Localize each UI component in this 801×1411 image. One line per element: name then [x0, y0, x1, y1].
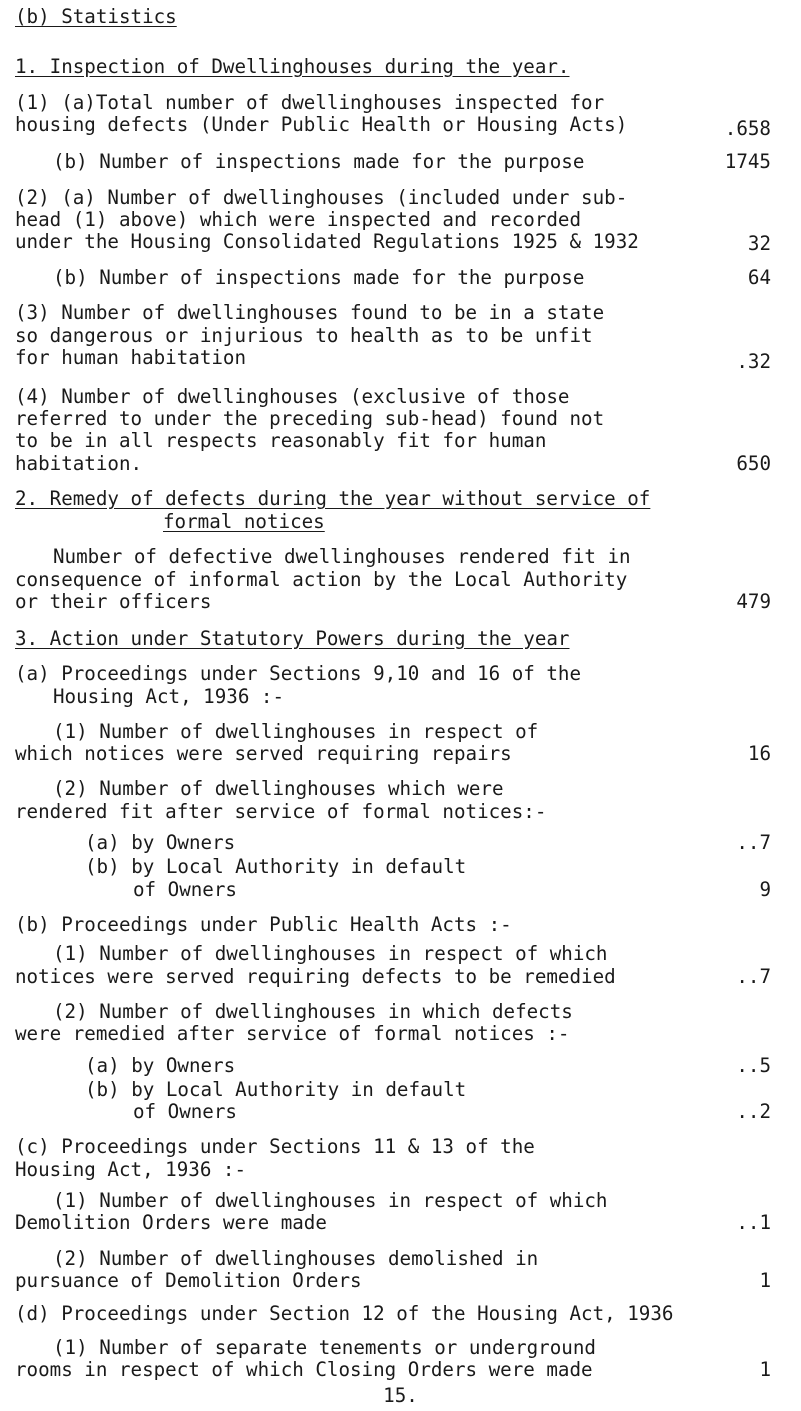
s1-i4-line1: (4) Number of dwellinghouses (exclusive of those — [15, 385, 570, 408]
s3-a2-line1: (2) Number of dwellinghouses which were — [53, 777, 504, 800]
s3-a2b-line1: (b) by Local Authority in default — [85, 855, 467, 878]
s2-line3: or their officers — [15, 590, 212, 613]
s1-heading: 1. Inspection of Dwellinghouses during the year. — [15, 55, 570, 78]
s1-b1-value: 1745 — [724, 150, 771, 173]
s3-b2a-line: (a) by Owners — [85, 1054, 236, 1077]
s3-c1-value: ..1 — [736, 1211, 771, 1234]
s3-a2a-line: (a) by Owners — [85, 831, 236, 854]
s1-b2-value: 64 — [747, 266, 771, 289]
s1-a1-line1: (1) (a)Total number of dwellinghouses inspected for — [15, 91, 605, 114]
section-heading: (b) Statistics — [15, 5, 177, 28]
s1-i4-line4: habitation. — [15, 452, 143, 475]
s3-a-line1: (a) Proceedings under Sections 9,10 and 16 of the — [15, 662, 582, 685]
s3-c-line2: Housing Act, 1936 :- — [15, 1158, 247, 1181]
s3-d-line: (d) Proceedings under Section 12 of the Housing Act, 1936 — [15, 1302, 674, 1325]
s1-a1-line2: housing defects (Under Public Health or Housing Acts) — [15, 113, 628, 136]
s3-b1-value: ..7 — [736, 965, 771, 988]
s3-d1-value: 1 — [759, 1358, 771, 1381]
s3-a2a-value: ..7 — [736, 831, 771, 854]
s1-i4-line3: to be in all respects reasonably fit for human — [15, 429, 547, 452]
s2-line2: consequence of informal action by the Local Authority — [15, 568, 628, 591]
s3-a1-line1: (1) Number of dwellinghouses in respect of — [53, 720, 539, 743]
s1-i4-value: 650 — [736, 452, 771, 475]
s3-b2-line2: were remedied after service of formal notices :- — [15, 1022, 570, 1045]
s1-a1-value: .658 — [724, 117, 771, 140]
s3-b2b-value: ..2 — [736, 1100, 771, 1123]
s3-a-line2: Housing Act, 1936 :- — [53, 685, 285, 708]
s1-i3-line3: for human habitation — [15, 346, 247, 369]
s3-a1-line2: which notices were served requiring repairs — [15, 742, 512, 765]
s3-b1-line2: notices were served requiring defects to be remedied — [15, 965, 616, 988]
s1-b2-line: (b) Number of inspections made for the purpose — [53, 266, 585, 289]
s3-c2-line2: pursuance of Demolition Orders — [15, 1269, 362, 1292]
s3-b1-line1: (1) Number of dwellinghouses in respect of which — [53, 942, 608, 965]
s3-a1-value: 16 — [747, 742, 771, 765]
s1-a2-line1: (2) (a) Number of dwellinghouses (included under sub- — [15, 186, 628, 209]
s1-a2-value: 32 — [747, 232, 771, 255]
s3-c1-line2: Demolition Orders were made — [15, 1211, 327, 1234]
s3-c2-value: 1 — [759, 1269, 771, 1292]
s3-heading: 3. Action under Statutory Powers during the year — [15, 627, 570, 650]
s1-i3-value: .32 — [736, 350, 771, 373]
s3-b2a-value: ..5 — [736, 1054, 771, 1077]
s1-b1-line: (b) Number of inspections made for the purpose — [53, 150, 585, 173]
s2-value: 479 — [736, 590, 771, 613]
s3-a2b-value: 9 — [759, 878, 771, 901]
s2-line1: Number of defective dwellinghouses rendered fit in — [53, 545, 631, 568]
s3-a2-line2: rendered fit after service of formal notices:- — [15, 800, 547, 823]
s2-heading-line2: formal notices — [163, 510, 325, 533]
s3-c1-line1: (1) Number of dwellinghouses in respect of which — [53, 1189, 608, 1212]
s1-a2-line3: under the Housing Consolidated Regulations 1925 & 1932 — [15, 230, 639, 253]
s1-i4-line2: referred to under the preceding sub-head) found not — [15, 407, 605, 430]
page-number: 15. — [383, 1384, 418, 1407]
s3-b-line: (b) Proceedings under Public Health Acts :- — [15, 913, 512, 936]
s3-b2b-line1: (b) by Local Authority in default — [85, 1078, 467, 1101]
s3-a2b-line2: of Owners — [133, 878, 237, 901]
s2-heading-line1: 2. Remedy of defects during the year without service of — [15, 487, 651, 510]
s3-d1-line1: (1) Number of separate tenements or underground — [53, 1336, 596, 1359]
s3-c-line1: (c) Proceedings under Sections 11 & 13 of the — [15, 1135, 535, 1158]
s3-d1-line2: rooms in respect of which Closing Orders were made — [15, 1358, 593, 1381]
s3-b2-line1: (2) Number of dwellinghouses in which defects — [53, 1000, 573, 1023]
s1-a2-line2: head (1) above) which were inspected and recorded — [15, 208, 582, 231]
s3-c2-line1: (2) Number of dwellinghouses demolished in — [53, 1247, 539, 1270]
s3-b2b-line2: of Owners — [133, 1100, 237, 1123]
s1-i3-line1: (3) Number of dwellinghouses found to be in a state — [15, 301, 605, 324]
s1-i3-line2: so dangerous or injurious to health as to be unfit — [15, 324, 593, 347]
